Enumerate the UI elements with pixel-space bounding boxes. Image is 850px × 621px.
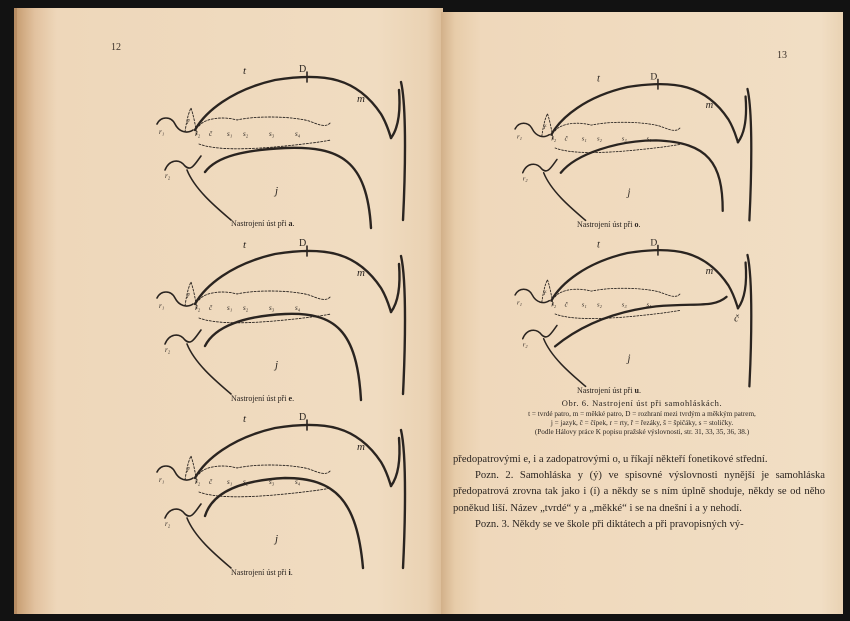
caption-e: Nastrojení úst při e. bbox=[231, 394, 295, 403]
label-s1: s₁ bbox=[227, 478, 233, 486]
label-s2: s₂ bbox=[597, 135, 602, 143]
lower-lip bbox=[523, 159, 557, 172]
figure-legend bbox=[459, 410, 825, 438]
label-s2: s₂ bbox=[243, 304, 249, 312]
mouth-diagram-e-svg bbox=[135, 234, 435, 402]
label-t: t bbox=[597, 73, 600, 85]
label-t: t bbox=[597, 239, 600, 251]
mouth-diagram-e bbox=[135, 234, 435, 402]
label-D: D bbox=[299, 238, 307, 249]
paragraph: Pozn. 2. Samohláska y (ý) ve spisovné výslovnosti nynější je samohláska předopatrová zrovna tak jako i (í) a někdy se s ním úplně shoduje, někdy se od něho poněkud liší. Název „tvrdé“ y a „měkké“ i se na dnešní i a y nehodí. bbox=[453, 470, 825, 514]
label-s4: s₄ bbox=[295, 478, 301, 486]
label-s1: s₁ bbox=[581, 135, 587, 143]
paragraph: předopatrovými e, i a zadopatrovými o, u říkají někteří fonetikové střední. bbox=[453, 454, 768, 465]
label-m: m bbox=[357, 93, 365, 105]
label-r2: r₂ bbox=[522, 341, 528, 349]
label-D: D bbox=[650, 238, 658, 249]
left-page bbox=[14, 8, 443, 614]
palate-line bbox=[551, 250, 738, 308]
label-s3: s₃ bbox=[269, 130, 275, 138]
tongue-line bbox=[205, 478, 363, 568]
caption-u: Nastrojení úst při u. bbox=[577, 386, 641, 395]
label-s4: s₄ bbox=[646, 301, 652, 309]
label-t: t bbox=[243, 65, 247, 77]
chin-line bbox=[187, 518, 231, 568]
label-c: č bbox=[564, 301, 568, 309]
label-j: j bbox=[275, 185, 279, 197]
label-s4: s₄ bbox=[295, 130, 301, 138]
label-m: m bbox=[357, 267, 365, 279]
label-r2: r₂ bbox=[165, 346, 171, 354]
label-c: č bbox=[209, 478, 213, 486]
mouth-diagram-i bbox=[135, 408, 435, 576]
mouth-diagram-i-svg bbox=[135, 408, 435, 576]
chin-line bbox=[187, 344, 231, 394]
label-s3: s₃ bbox=[621, 301, 627, 309]
label-s2: s₂ bbox=[243, 478, 249, 486]
label-s4: s₄ bbox=[646, 135, 652, 143]
legend-line: j = jazyk, č = čípek, r = rty, ř = řezáky, š = špičáky, s = stoličky. bbox=[550, 419, 734, 428]
caption-i: Nastrojení úst při i. bbox=[231, 568, 293, 577]
label-c: č bbox=[564, 135, 568, 143]
upper-teeth bbox=[199, 117, 331, 126]
chin-line bbox=[544, 173, 586, 221]
label-r1: r₁ bbox=[159, 302, 165, 310]
page-number-right: 13 bbox=[777, 50, 787, 61]
paragraph: Pozn. 3. Někdy se ve škole při diktátech a při pravopisných vý- bbox=[475, 518, 744, 530]
upper-teeth bbox=[555, 288, 681, 297]
mouth-diagram-o-svg bbox=[487, 68, 787, 228]
soft-palate-back bbox=[391, 438, 400, 486]
pharynx-wall bbox=[747, 89, 751, 220]
label-rz: ř bbox=[543, 123, 547, 131]
mouth-diagram-a bbox=[135, 60, 435, 228]
label-r1: r₁ bbox=[159, 476, 165, 484]
label-j: j bbox=[275, 359, 279, 371]
body-text bbox=[453, 452, 825, 533]
mouth-diagram-a-svg bbox=[135, 60, 435, 228]
label-rz: ř bbox=[187, 118, 190, 126]
label-r1: r₁ bbox=[517, 133, 522, 141]
label-s1: s₁ bbox=[227, 304, 233, 312]
legend-line: t = tvrdé patro, m = měkké patro, D = rozhraní mezi tvrdým a měkkým patrem, bbox=[528, 410, 756, 418]
label-D: D bbox=[299, 412, 307, 423]
tongue-line bbox=[561, 140, 723, 210]
mouth-diagram-u-svg bbox=[487, 234, 787, 394]
figure-title: Obr. 6. Nastrojení úst při samohláskách. bbox=[561, 398, 723, 408]
soft-palate-back bbox=[391, 90, 400, 138]
upper-teeth bbox=[199, 291, 331, 300]
label-j: j bbox=[275, 533, 279, 545]
label-uvula: č bbox=[734, 313, 739, 325]
soft-palate-back bbox=[738, 97, 746, 143]
label-m: m bbox=[705, 100, 714, 111]
label-z2: ř₂ bbox=[195, 478, 201, 486]
label-z2: ř₂ bbox=[195, 304, 201, 312]
label-r1: r₁ bbox=[159, 128, 165, 136]
lower-lip bbox=[165, 504, 201, 518]
soft-palate-back bbox=[738, 263, 746, 309]
label-z2: ř₂ bbox=[195, 130, 201, 138]
pharynx-wall bbox=[401, 430, 405, 568]
palate-line bbox=[195, 77, 391, 138]
label-s4: s₄ bbox=[295, 304, 301, 312]
label-s2: s₂ bbox=[597, 301, 602, 309]
chin-line bbox=[544, 339, 586, 387]
upper-teeth bbox=[555, 122, 681, 131]
label-j: j bbox=[627, 187, 631, 199]
upper-teeth bbox=[199, 465, 331, 474]
label-j: j bbox=[627, 353, 631, 365]
label-r2: r₂ bbox=[522, 175, 528, 183]
soft-palate-back bbox=[391, 264, 400, 312]
palate-line bbox=[195, 425, 391, 486]
label-s1: s₁ bbox=[581, 301, 587, 309]
label-s2: s₂ bbox=[243, 130, 249, 138]
label-s3: s₃ bbox=[269, 304, 275, 312]
caption-a: Nastrojení úst při a. bbox=[231, 219, 295, 228]
label-s3: s₃ bbox=[621, 135, 627, 143]
lower-lip bbox=[523, 325, 557, 338]
label-c: č bbox=[209, 304, 213, 312]
label-m: m bbox=[357, 441, 365, 453]
label-D: D bbox=[299, 64, 307, 75]
pharynx-wall bbox=[747, 255, 751, 386]
palate-line bbox=[551, 84, 738, 142]
label-s1: s₁ bbox=[227, 130, 233, 138]
label-t: t bbox=[243, 413, 247, 425]
tongue-line bbox=[555, 297, 726, 347]
right-page bbox=[441, 12, 843, 614]
lower-lip bbox=[165, 156, 201, 170]
palate-line bbox=[195, 251, 391, 312]
legend-line: (Podle Hálovy práce K popisu pražské výslovnosti, str. 31, 33, 35, 36, 38.) bbox=[534, 428, 750, 437]
label-m: m bbox=[705, 266, 714, 277]
label-r2: r₂ bbox=[165, 520, 171, 528]
label-r2: r₂ bbox=[165, 172, 171, 180]
label-t: t bbox=[243, 239, 247, 251]
label-D: D bbox=[650, 72, 658, 83]
mouth-diagram-o bbox=[487, 68, 787, 228]
label-z2: ř₂ bbox=[551, 135, 557, 143]
tongue-line bbox=[205, 148, 371, 228]
label-s3: s₃ bbox=[269, 478, 275, 486]
caption-o: Nastrojení úst při o. bbox=[577, 220, 641, 229]
tongue-line bbox=[205, 314, 361, 400]
label-r1: r₁ bbox=[517, 299, 522, 307]
lower-lip bbox=[165, 330, 201, 344]
label-c: č bbox=[209, 130, 213, 138]
chin-line bbox=[187, 170, 231, 220]
pharynx-wall bbox=[401, 82, 405, 220]
pharynx-wall bbox=[401, 256, 405, 394]
label-z2: ř₂ bbox=[551, 301, 557, 309]
label-rz: ř bbox=[187, 466, 190, 474]
page-number-left: 12 bbox=[111, 42, 121, 53]
label-rz: ř bbox=[543, 289, 547, 297]
label-rz: ř bbox=[187, 292, 190, 300]
mouth-diagram-u bbox=[487, 234, 787, 394]
